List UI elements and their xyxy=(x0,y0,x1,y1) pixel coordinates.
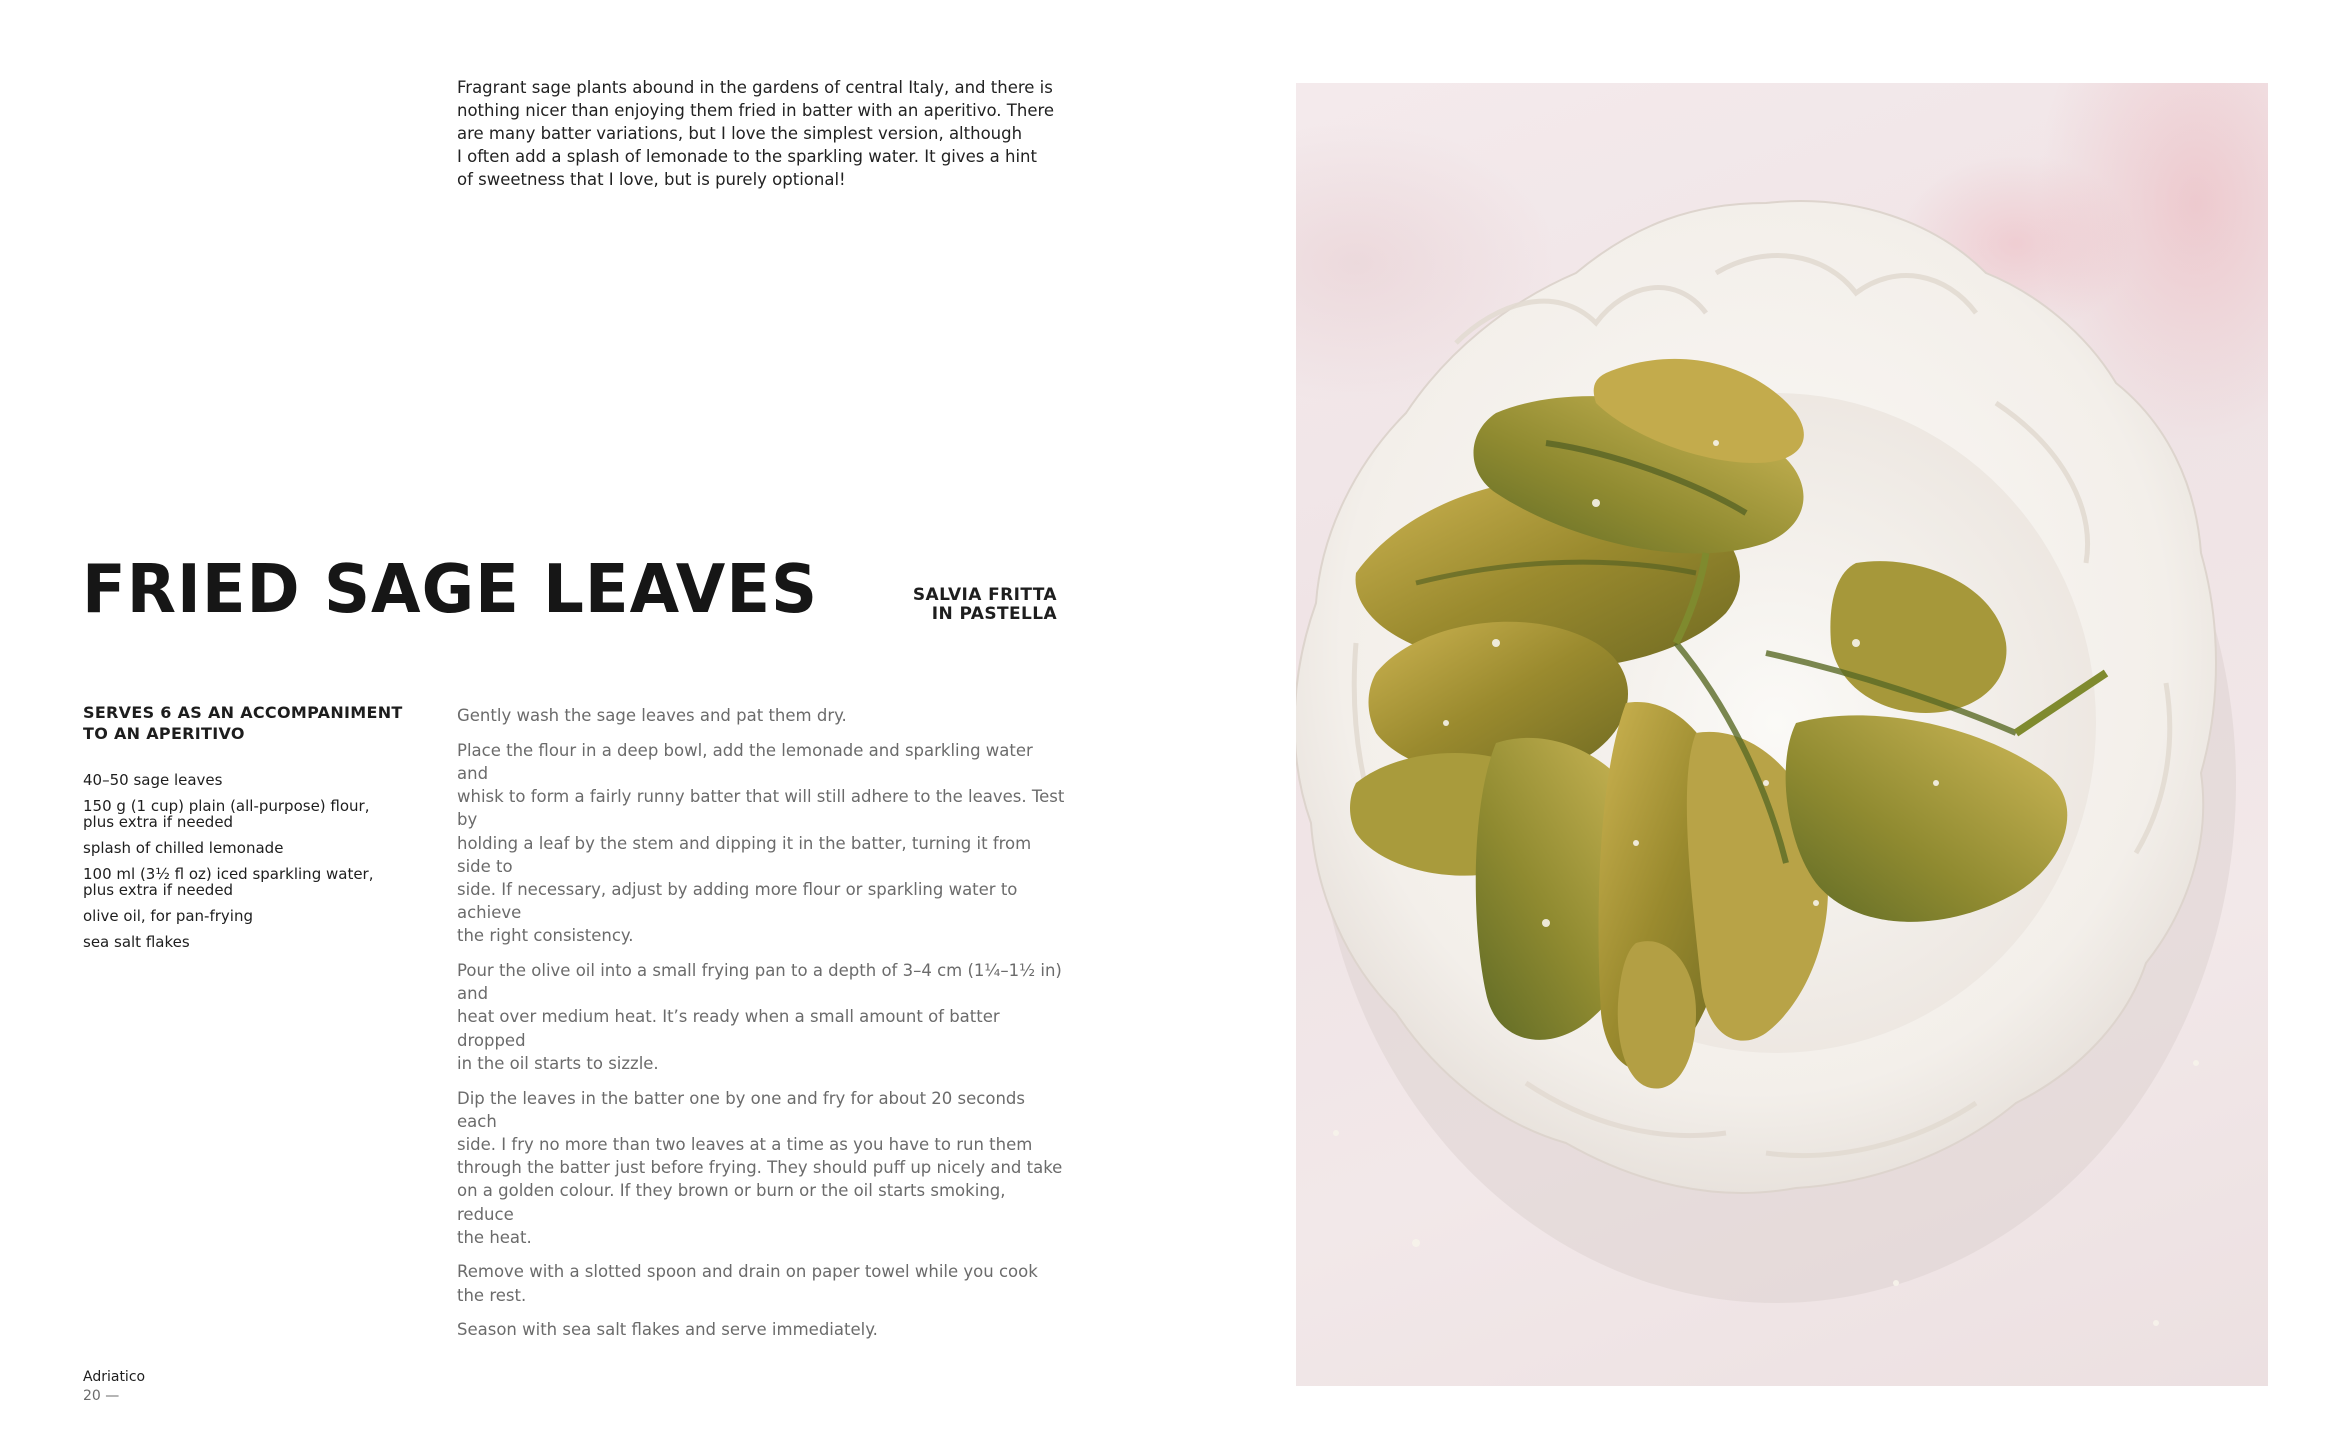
book-title: Adriatico xyxy=(83,1369,146,1385)
intro-line: I often add a splash of lemonade to the sparkling water. It gives a hint xyxy=(457,147,1037,166)
method-line: side. I fry no more than two leaves at a time as you have to run them xyxy=(457,1134,1033,1154)
method-line: side. If necessary, adjust by adding more flour or sparkling water to achieve xyxy=(457,879,1018,923)
method-line: Dip the leaves in the batter one by one and fry for about 20 seconds each xyxy=(457,1088,1025,1131)
ingredient-line: splash of chilled lemonade xyxy=(83,839,284,857)
ingredient-line: 40–50 sage leaves xyxy=(83,771,223,789)
recipe-italian-name-line: SALVIA FRITTA xyxy=(912,585,1057,605)
method-step xyxy=(457,1087,1067,1249)
method-step xyxy=(457,1318,1067,1341)
method-line: Season with sea salt flakes and serve immediately. xyxy=(457,1320,878,1340)
serves-line: SERVES 6 AS AN ACCOMPANIMENT xyxy=(83,703,403,722)
recipe-title: FRIED SAGE LEAVES xyxy=(82,551,819,629)
method-line: Pour the olive oil into a small frying pan to a depth of 3–4 cm (1¼–1½ in) and xyxy=(457,961,1062,1004)
intro-line: are many batter variations, but I love the simplest version, although xyxy=(457,124,1023,143)
recipe-italian-name xyxy=(913,586,1057,624)
ingredient-line: 150 g (1 cup) plain (all-purpose) flour, xyxy=(83,797,370,815)
page-footer xyxy=(83,1368,145,1406)
method-line: the rest. xyxy=(457,1285,527,1305)
method-step xyxy=(457,1260,1067,1306)
ingredient-item xyxy=(83,934,383,950)
ingredient-item xyxy=(83,772,383,788)
ingredient-line: plus extra if needed xyxy=(83,881,234,899)
method-step xyxy=(457,739,1067,948)
recipe-italian-name-line: IN PASTELLA xyxy=(931,604,1057,624)
ingredient-line: sea salt flakes xyxy=(83,933,190,951)
method-line: on a golden colour. If they brown or burn or the oil starts smoking, reduce xyxy=(457,1181,1006,1224)
method-line: Remove with a slotted spoon and drain on paper towel while you cook xyxy=(457,1262,1038,1282)
intro-line: Fragrant sage plants abound in the gardens of central Italy, and there is xyxy=(457,78,1053,97)
method-steps xyxy=(457,704,1067,1353)
food-photo xyxy=(1296,83,2268,1386)
ingredient-line: 100 ml (3½ fl oz) iced sparkling water, xyxy=(83,865,374,883)
ingredients-list xyxy=(83,772,383,960)
method-line: holding a leaf by the stem and dipping it in the batter, turning it from side to xyxy=(457,833,1032,876)
intro-line: of sweetness that I love, but is purely optional! xyxy=(457,170,846,189)
serves-label xyxy=(83,702,413,744)
ingredient-line: olive oil, for pan-frying xyxy=(83,907,253,925)
method-step xyxy=(457,959,1067,1075)
ingredient-item xyxy=(83,866,383,898)
method-line: the heat. xyxy=(457,1227,532,1247)
method-line: whisk to form a fairly runny batter that will still adhere to the leaves. Test by xyxy=(457,787,1065,830)
fried-sage-plate-illustration xyxy=(1296,83,2268,1386)
ingredient-line: plus extra if needed xyxy=(83,813,234,831)
method-line: in the oil starts to sizzle. xyxy=(457,1053,659,1073)
ingredient-item xyxy=(83,840,383,856)
ingredient-item xyxy=(83,798,383,830)
method-line: the right consistency. xyxy=(457,926,634,946)
intro-line: nothing nicer than enjoying them fried in batter with an aperitivo. There xyxy=(457,101,1055,120)
intro-paragraph xyxy=(457,76,1057,191)
page-number: 20 — xyxy=(83,1388,120,1404)
serves-line: TO AN APERITIVO xyxy=(83,724,245,743)
ingredient-item xyxy=(83,908,383,924)
method-line: Gently wash the sage leaves and pat them dry. xyxy=(457,706,847,725)
method-step xyxy=(457,704,1067,727)
method-line: through the batter just before frying. They should puff up nicely and take xyxy=(457,1158,1063,1178)
method-line: heat over medium heat. It’s ready when a small amount of batter dropped xyxy=(457,1007,1000,1050)
method-line: Place the flour in a deep bowl, add the lemonade and sparkling water and xyxy=(457,740,1033,783)
